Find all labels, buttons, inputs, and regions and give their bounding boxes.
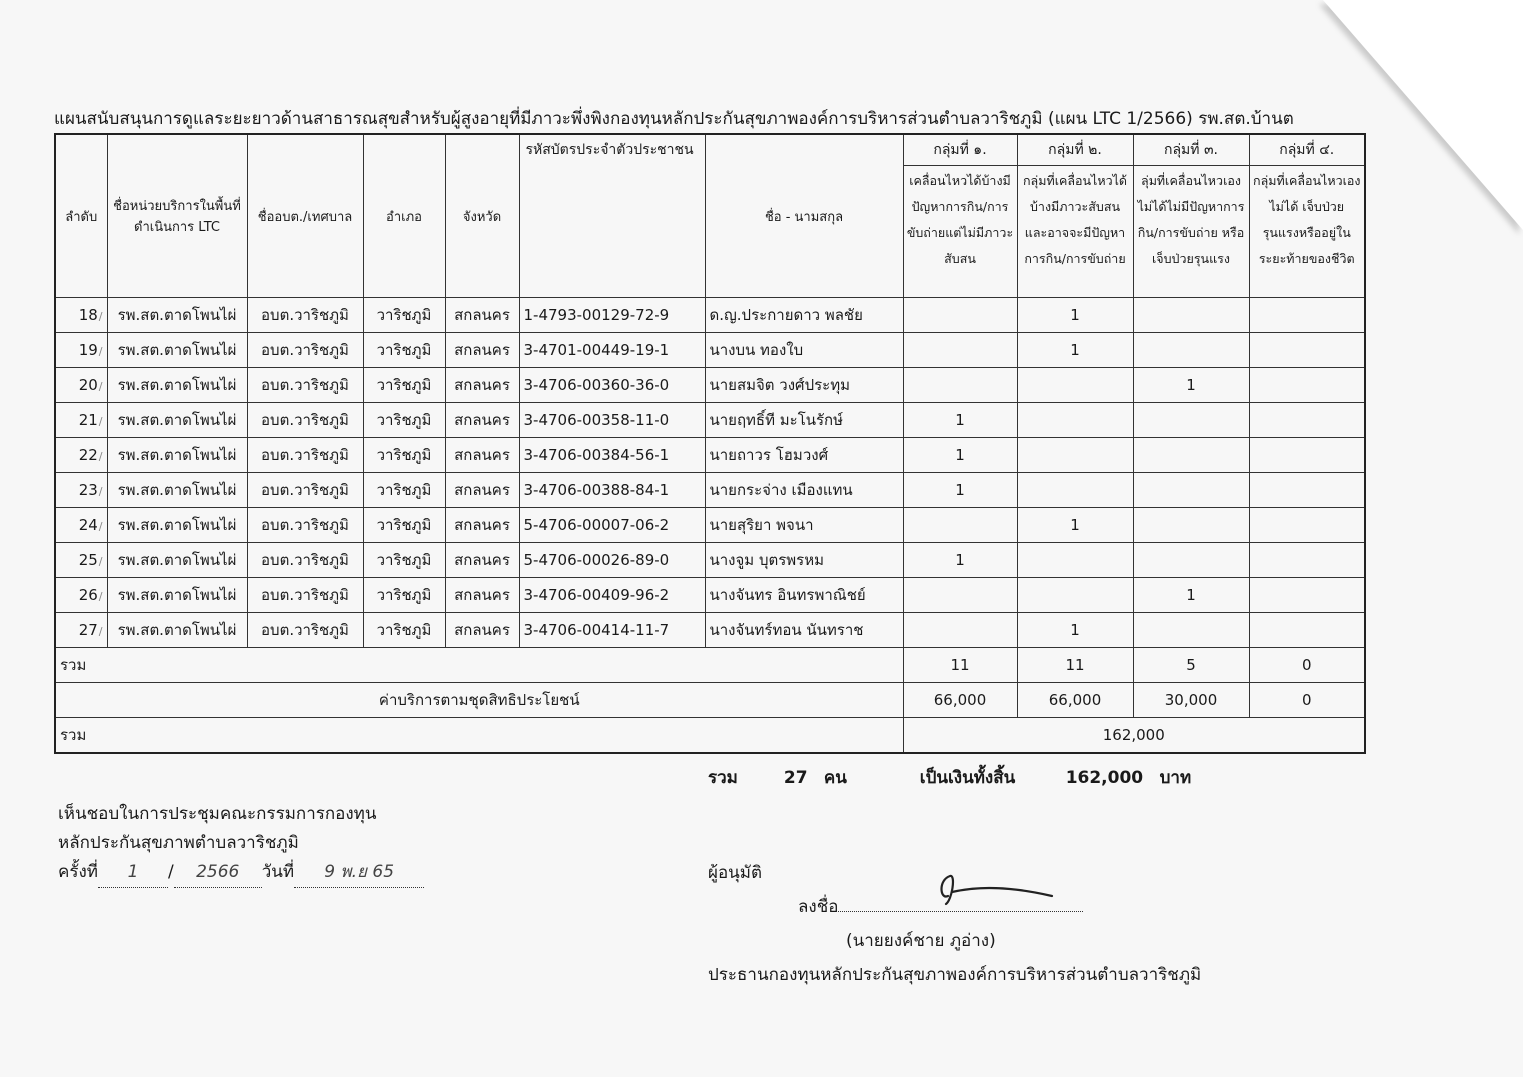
fee-row (55, 683, 1365, 718)
row-unit (107, 508, 247, 543)
row-province (445, 298, 519, 333)
row-order (55, 333, 107, 368)
row-group-4 (1249, 578, 1365, 613)
row-district-text: วาริชภูมิ (376, 376, 432, 394)
ltc-plan-table (54, 133, 1366, 754)
row-group-2 (1017, 473, 1133, 508)
row-order-text: 22 (78, 446, 98, 464)
check-mark-icon: ∕ (98, 415, 103, 428)
row-province (445, 578, 519, 613)
row-unit (107, 613, 247, 648)
row-order (55, 368, 107, 403)
row-idcard-text: 3-4706-00384-56-1 (523, 446, 670, 464)
table-row (55, 613, 1365, 648)
sign-line (708, 890, 1268, 924)
row-group-1 (903, 333, 1017, 368)
row-org (247, 578, 363, 613)
fee-group-3: 30,000 (1133, 683, 1249, 718)
row-group-2-text: 1 (1070, 516, 1080, 534)
row-province (445, 473, 519, 508)
fee-group-4: 0 (1249, 683, 1365, 718)
check-mark-icon: ∕ (98, 520, 103, 533)
row-order-text: 19 (78, 341, 98, 359)
check-mark-icon: ∕ (98, 380, 103, 393)
grand-total-row (55, 718, 1365, 754)
meeting-info: ครั้งที่ 1 / 2566 วันที่ 9 พ.ย 65 (58, 858, 478, 888)
row-name-text: นายสุริยา พจนา (709, 516, 814, 534)
row-group-4 (1249, 508, 1365, 543)
row-group-3 (1133, 403, 1249, 438)
row-order-text: 20 (78, 376, 98, 394)
row-order (55, 613, 107, 648)
row-province-text: สกลนคร (454, 621, 510, 639)
row-group-3 (1133, 298, 1249, 333)
row-group-3 (1133, 473, 1249, 508)
check-mark-icon: ∕ (98, 345, 103, 358)
row-unit (107, 333, 247, 368)
row-unit-text: รพ.สต.ตาดโพนไผ่ (117, 341, 237, 359)
table-row (55, 333, 1365, 368)
summary-people: 27 (783, 768, 808, 788)
table-row (55, 473, 1365, 508)
row-district-text: วาริชภูมิ (376, 516, 432, 534)
count-group-3: 5 (1133, 648, 1249, 683)
header-province: จังหวัด (445, 134, 519, 298)
row-org (247, 613, 363, 648)
row-unit (107, 298, 247, 333)
meeting-label: ครั้งที่ (58, 862, 99, 882)
row-district-text: วาริชภูมิ (376, 551, 432, 569)
summary-amount-label: เป็นเงินทั้งสิ้น (919, 768, 1016, 788)
meeting-date: 9 พ.ย 65 (294, 858, 424, 888)
row-idcard-text: 5-4706-00026-89-0 (523, 551, 670, 569)
row-idcard (519, 438, 705, 473)
row-province (445, 403, 519, 438)
row-group-4 (1249, 613, 1365, 648)
row-unit-text: รพ.สต.ตาดโพนไผ่ (117, 586, 237, 604)
row-group-1 (903, 298, 1017, 333)
row-district-text: วาริชภูมิ (376, 621, 432, 639)
row-org (247, 473, 363, 508)
row-idcard (519, 508, 705, 543)
row-district (363, 438, 445, 473)
row-name-text: นางจูม บุตรพรหม (709, 551, 824, 569)
table-body (55, 298, 1365, 648)
row-province-text: สกลนคร (454, 481, 510, 499)
row-org (247, 438, 363, 473)
row-district-text: วาริชภูมิ (376, 586, 432, 604)
row-name (705, 473, 903, 508)
row-group-2-text: 1 (1070, 621, 1080, 639)
row-order-text: 26 (78, 586, 98, 604)
summary-line (708, 765, 1192, 791)
row-group-3 (1133, 543, 1249, 578)
row-idcard (519, 298, 705, 333)
table-row (55, 368, 1365, 403)
group-3-title: กลุ่มที่ ๓. (1134, 135, 1249, 166)
row-group-3 (1133, 613, 1249, 648)
row-name-text: นางบน ทองใบ (709, 341, 804, 359)
row-idcard (519, 578, 705, 613)
row-org (247, 403, 363, 438)
row-province-text: สกลนคร (454, 586, 510, 604)
group-2-desc: กลุ่มที่เคลื่อนไหวได้บ้างมีภาวะสับสน และอาจจะมีปัญหาการกิน/การขับถ่าย (1022, 173, 1127, 266)
row-district (363, 613, 445, 648)
row-order (55, 543, 107, 578)
header-name: ชื่อ - นามสกุล (705, 134, 903, 298)
row-group-4 (1249, 333, 1365, 368)
fee-label: ค่าบริการตามชุดสิทธิประโยชน์ (55, 683, 903, 718)
row-unit (107, 473, 247, 508)
header-unit: ชื่อหน่วยบริการในพื้นที่ดำเนินการ LTC (107, 134, 247, 298)
row-name (705, 438, 903, 473)
check-mark-icon: ∕ (98, 590, 103, 603)
row-district (363, 473, 445, 508)
handwritten-signature (930, 870, 1060, 916)
row-idcard-text: 3-4706-00388-84-1 (523, 481, 670, 499)
row-group-1 (903, 473, 1017, 508)
row-order-text: 27 (78, 621, 98, 639)
row-idcard (519, 543, 705, 578)
summary-people-unit: คน (823, 768, 847, 788)
row-unit (107, 578, 247, 613)
row-org (247, 508, 363, 543)
row-org-text: อบต.วาริชภูมิ (261, 411, 349, 429)
sign-label: ลงชื่อ (798, 897, 839, 917)
row-name-text: นายสมจิต วงศ์ประทุม (709, 376, 850, 394)
table-row (55, 438, 1365, 473)
row-unit (107, 368, 247, 403)
row-group-4 (1249, 473, 1365, 508)
row-name-text: ด.ญ.ประกายดาว พลชัย (709, 306, 863, 324)
row-name (705, 613, 903, 648)
summary-currency: บาท (1159, 768, 1192, 788)
signer-position: ประธานกองทุนหลักประกันสุขภาพองค์การบริหารส่วนตำบลวาริชภูมิ (708, 965, 1202, 985)
row-unit-text: รพ.สต.ตาดโพนไผ่ (117, 446, 237, 464)
header-group-4 (1249, 134, 1365, 298)
row-org-text: อบต.วาริชภูมิ (261, 551, 349, 569)
row-group-1 (903, 543, 1017, 578)
check-mark-icon: ∕ (98, 310, 103, 323)
row-group-3 (1133, 438, 1249, 473)
row-province (445, 543, 519, 578)
row-district (363, 403, 445, 438)
row-name-text: นายฤทธิ์ที มะโนรักษ์ (709, 411, 844, 429)
row-group-4 (1249, 438, 1365, 473)
row-group-2 (1017, 403, 1133, 438)
row-province (445, 333, 519, 368)
header-group-1 (903, 134, 1017, 298)
row-unit-text: รพ.สต.ตาดโพนไผ่ (117, 376, 237, 394)
row-order-text: 18 (78, 306, 98, 324)
row-group-2 (1017, 298, 1133, 333)
row-group-1 (903, 403, 1017, 438)
row-order (55, 298, 107, 333)
row-idcard-text: 3-4706-00358-11-0 (523, 411, 670, 429)
table-header-row (55, 134, 1365, 298)
approval-line-2: หลักประกันสุขภาพตำบลวาริชภูมิ (58, 833, 299, 853)
meeting-number: 1 (98, 858, 168, 888)
row-province-text: สกลนคร (454, 376, 510, 394)
row-org-text: อบต.วาริชภูมิ (261, 376, 349, 394)
row-group-1-text: 1 (955, 551, 965, 569)
date-label: วันที่ (261, 862, 295, 882)
row-unit-text: รพ.สต.ตาดโพนไผ่ (117, 621, 237, 639)
row-group-1 (903, 438, 1017, 473)
row-group-4 (1249, 403, 1365, 438)
check-mark-icon: ∕ (98, 450, 103, 463)
row-group-3-text: 1 (1186, 376, 1196, 394)
row-order (55, 473, 107, 508)
row-group-2 (1017, 508, 1133, 543)
row-group-4 (1249, 543, 1365, 578)
row-name (705, 298, 903, 333)
count-total-row (55, 648, 1365, 683)
row-province-text: สกลนคร (454, 411, 510, 429)
check-mark-icon: ∕ (98, 555, 103, 568)
row-district (363, 368, 445, 403)
row-unit-text: รพ.สต.ตาดโพนไผ่ (117, 551, 237, 569)
row-name-text: นายกระจ่าง เมืองแทน (709, 481, 853, 499)
row-order (55, 508, 107, 543)
row-district (363, 508, 445, 543)
row-province-text: สกลนคร (454, 446, 510, 464)
header-order: ลำดับ (55, 134, 107, 298)
table-row (55, 578, 1365, 613)
row-group-2 (1017, 578, 1133, 613)
row-name (705, 403, 903, 438)
row-group-2 (1017, 613, 1133, 648)
row-unit (107, 543, 247, 578)
table-row (55, 403, 1365, 438)
header-org: ชื่ออบต./เทศบาล (247, 134, 363, 298)
row-group-1 (903, 578, 1017, 613)
row-idcard (519, 613, 705, 648)
row-idcard-text: 1-4793-00129-72-9 (523, 306, 670, 324)
row-unit-text: รพ.สต.ตาดโพนไผ่ (117, 481, 237, 499)
row-province-text: สกลนคร (454, 341, 510, 359)
row-unit-text: รพ.สต.ตาดโพนไผ่ (117, 516, 237, 534)
summary-amount: 162,000 (1065, 768, 1144, 788)
row-order (55, 403, 107, 438)
row-org (247, 368, 363, 403)
row-name-text: นายถาวร โฮมวงศ์ (709, 446, 829, 464)
row-district (363, 333, 445, 368)
row-group-4 (1249, 368, 1365, 403)
row-group-1 (903, 508, 1017, 543)
row-org-text: อบต.วาริชภูมิ (261, 621, 349, 639)
group-1-desc: เคลื่อนไหวได้บ้างมีปัญหาการกิน/การขับถ่ายแต่ไม่มีภาวะสับสน (906, 173, 1014, 266)
row-group-1 (903, 613, 1017, 648)
group-4-title: กลุ่มที่ ๔. (1250, 135, 1365, 166)
meeting-year: 2566 (174, 858, 262, 888)
check-mark-icon: ∕ (98, 625, 103, 638)
approver-label: ผู้อนุมัติ (708, 863, 763, 883)
row-group-2 (1017, 543, 1133, 578)
row-name-text: นางจันทร อินทรพาณิชย์ (709, 586, 866, 604)
grand-total-value: 162,000 (903, 718, 1365, 754)
row-group-2 (1017, 333, 1133, 368)
row-group-2-text: 1 (1070, 306, 1080, 324)
grand-total-label: รวม (55, 718, 903, 754)
committee-approval (58, 800, 478, 888)
row-province (445, 368, 519, 403)
row-name (705, 508, 903, 543)
row-group-2 (1017, 438, 1133, 473)
group-4-desc: กลุ่มที่เคลื่อนไหวเองไม่ได้ เจ็บป่วยรุนแรงหรืออยู่ในระยะท้ายของชีวิต (1253, 173, 1361, 266)
fee-group-1: 66,000 (903, 683, 1017, 718)
row-order-text: 25 (78, 551, 98, 569)
row-district (363, 578, 445, 613)
row-order (55, 438, 107, 473)
row-district-text: วาริชภูมิ (376, 481, 432, 499)
group-2-title: กลุ่มที่ ๒. (1018, 135, 1133, 166)
row-idcard (519, 473, 705, 508)
row-idcard-text: 3-4706-00409-96-2 (523, 586, 670, 604)
row-order (55, 578, 107, 613)
header-idcard: รหัสบัตรประจำตัวประชาชน (519, 134, 705, 298)
row-org (247, 333, 363, 368)
row-district-text: วาริชภูมิ (376, 341, 432, 359)
row-unit (107, 438, 247, 473)
header-district: อำเภอ (363, 134, 445, 298)
group-3-desc: ลุ่มที่เคลื่อนไหวเองไม่ได้ไม่มีปัญหาการกิน/การขับถ่าย หรือเจ็บป่วยรุนแรง (1137, 173, 1245, 266)
row-group-3-text: 1 (1186, 586, 1196, 604)
row-org (247, 543, 363, 578)
row-idcard (519, 333, 705, 368)
count-total-label: รวม (55, 648, 903, 683)
row-group-3 (1133, 368, 1249, 403)
row-idcard-text: 5-4706-00007-06-2 (523, 516, 670, 534)
page-title: แผนสนับสนุนการดูแลระยะยาวด้านสาธารณสุขสำหรับผู้สูงอายุที่มีภาวะพึ่งพิงกองทุนหลักประกันสุขภาพองค์การบริหารส่วนตำบลวาริชภูมิ (แผน LTC 1/2566) รพ.สต.บ้านต (54, 109, 1294, 129)
fee-group-2: 66,000 (1017, 683, 1133, 718)
row-group-4 (1249, 298, 1365, 333)
signature-block (708, 856, 1268, 992)
count-group-4: 0 (1249, 648, 1365, 683)
row-name (705, 368, 903, 403)
row-district (363, 298, 445, 333)
row-org-text: อบต.วาริชภูมิ (261, 516, 349, 534)
row-idcard (519, 403, 705, 438)
row-province-text: สกลนคร (454, 306, 510, 324)
row-unit-text: รพ.สต.ตาดโพนไผ่ (117, 306, 237, 324)
row-name (705, 543, 903, 578)
row-group-3 (1133, 333, 1249, 368)
row-province (445, 508, 519, 543)
row-province-text: สกลนคร (454, 551, 510, 569)
header-group-3 (1133, 134, 1249, 298)
row-group-1-text: 1 (955, 411, 965, 429)
row-org-text: อบต.วาริชภูมิ (261, 306, 349, 324)
row-org-text: อบต.วาริชภูมิ (261, 341, 349, 359)
row-org (247, 298, 363, 333)
header-group-2 (1017, 134, 1133, 298)
row-district-text: วาริชภูมิ (376, 411, 432, 429)
row-group-2-text: 1 (1070, 341, 1080, 359)
row-group-2 (1017, 368, 1133, 403)
row-unit (107, 403, 247, 438)
row-org-text: อบต.วาริชภูมิ (261, 586, 349, 604)
row-order-text: 23 (78, 481, 98, 499)
row-org-text: อบต.วาริชภูมิ (261, 446, 349, 464)
summary-label: รวม (708, 768, 738, 788)
row-group-1 (903, 368, 1017, 403)
row-org-text: อบต.วาริชภูมิ (261, 481, 349, 499)
row-province (445, 438, 519, 473)
row-order-text: 21 (78, 411, 98, 429)
row-province (445, 613, 519, 648)
row-district-text: วาริชภูมิ (376, 306, 432, 324)
row-name-text: นางจันทร์ทอน นันทราช (709, 621, 864, 639)
row-order-text: 24 (78, 516, 98, 534)
signer-name: (นายยงค์ชาย ภูอ่าง) (846, 931, 996, 951)
row-unit-text: รพ.สต.ตาดโพนไผ่ (117, 411, 237, 429)
count-group-2: 11 (1017, 648, 1133, 683)
row-idcard-text: 3-4706-00414-11-7 (523, 621, 670, 639)
table-row (55, 543, 1365, 578)
row-district-text: วาริชภูมิ (376, 446, 432, 464)
row-group-1-text: 1 (955, 481, 965, 499)
group-1-title: กลุ่มที่ ๑. (904, 135, 1017, 166)
row-province-text: สกลนคร (454, 516, 510, 534)
count-group-1: 11 (903, 648, 1017, 683)
row-name (705, 333, 903, 368)
row-group-3 (1133, 578, 1249, 613)
row-idcard-text: 3-4706-00360-36-0 (523, 376, 670, 394)
check-mark-icon: ∕ (98, 485, 103, 498)
row-group-1-text: 1 (955, 446, 965, 464)
row-district (363, 543, 445, 578)
row-idcard (519, 368, 705, 403)
approval-line-1: เห็นชอบในการประชุมคณะกรรมการกองทุน (58, 804, 377, 824)
row-group-3 (1133, 508, 1249, 543)
table-row (55, 508, 1365, 543)
row-name (705, 578, 903, 613)
table-row (55, 298, 1365, 333)
row-idcard-text: 3-4701-00449-19-1 (523, 341, 670, 359)
